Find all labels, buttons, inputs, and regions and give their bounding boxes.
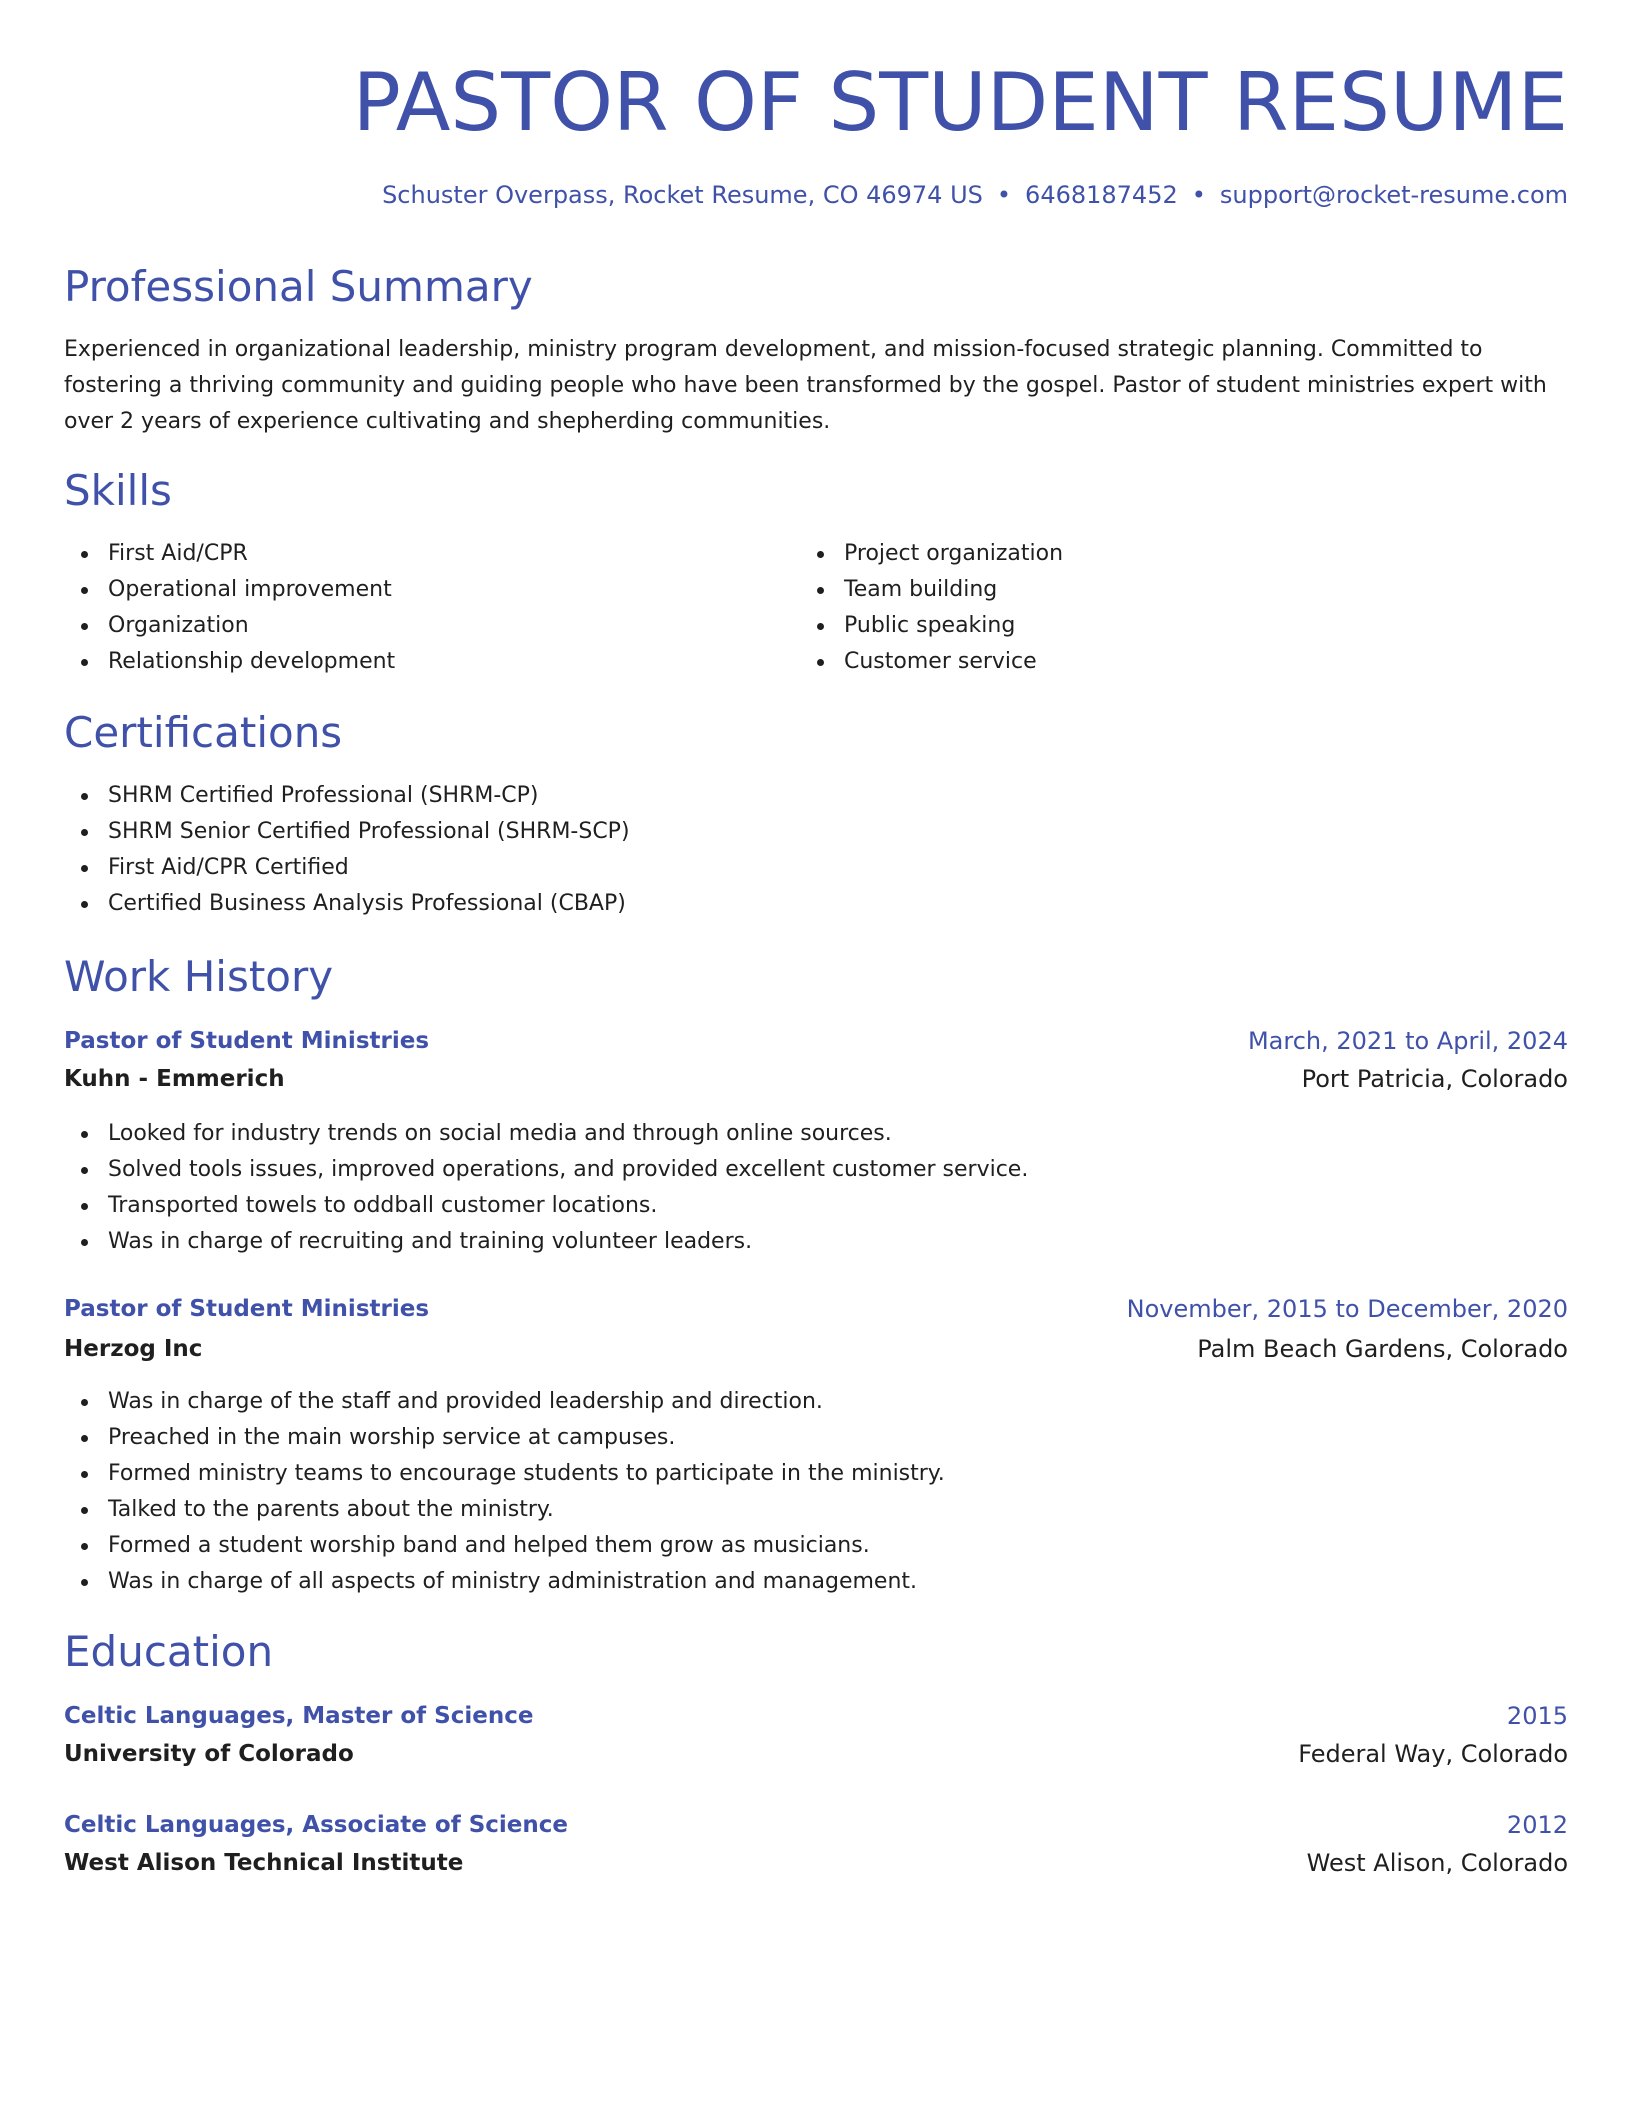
skill-item: Operational improvement (64, 572, 764, 608)
job-bullet: Looked for industry trends on social media and through online sources. (64, 1116, 1564, 1152)
job-location: Port Patricia, Colorado (1301, 1065, 1568, 1093)
education-degree: Celtic Languages, Master of Science (64, 1703, 534, 1729)
job-bullet: Was in charge of the staff and provided leadership and direction. (64, 1384, 1564, 1420)
certifications-heading: Certifications (64, 708, 343, 757)
resume-title: PASTOR OF STUDENT RESUME (352, 56, 1568, 149)
skills-list-right (800, 536, 1500, 680)
contact-address: Schuster Overpass, Rocket Resume, CO 46974 US (382, 181, 983, 209)
job-dates: March, 2021 to April, 2024 (1247, 1027, 1568, 1055)
certification-item: First Aid/CPR Certified (64, 850, 1464, 886)
certification-item: SHRM Certified Professional (SHRM-CP) (64, 778, 1464, 814)
job-company: Kuhn - Emmerich (64, 1066, 285, 1092)
contact-line (382, 180, 1568, 210)
job-bullet: Transported towels to oddball customer locations. (64, 1188, 1564, 1224)
job-title: Pastor of Student Ministries (64, 1296, 430, 1322)
job-bullet: Solved tools issues, improved operations, and provided excellent customer service. (64, 1152, 1564, 1188)
contact-separator: • (996, 181, 1012, 209)
skill-item: Customer service (800, 644, 1500, 680)
job-dates: November, 2015 to December, 2020 (1126, 1295, 1568, 1323)
education-school: University of Colorado (64, 1741, 354, 1767)
job-bullets (64, 1116, 1564, 1260)
education-year: 2015 (1506, 1702, 1568, 1730)
job-bullet: Preached in the main worship service at campuses. (64, 1420, 1564, 1456)
education-location: West Alison, Colorado (1306, 1849, 1568, 1877)
contact-separator: • (1191, 181, 1206, 209)
certification-item: SHRM Senior Certified Professional (SHRM-SCP) (64, 814, 1464, 850)
job-bullet: Formed a student worship band and helped them grow as musicians. (64, 1528, 1564, 1564)
skill-item: Team building (800, 572, 1500, 608)
certifications-list (64, 778, 1464, 922)
work-history-heading: Work History (64, 952, 334, 1001)
job-bullet: Formed ministry teams to encourage students to participate in the ministry. (64, 1456, 1564, 1492)
job-title: Pastor of Student Ministries (64, 1028, 430, 1054)
education-heading: Education (64, 1627, 274, 1676)
skill-item: Public speaking (800, 608, 1500, 644)
job-company: Herzog Inc (64, 1336, 203, 1362)
job-bullet: Was in charge of recruiting and training volunteer leaders. (64, 1224, 1564, 1260)
skills-heading: Skills (64, 466, 172, 515)
certification-item: Certified Business Analysis Professional (CBAP) (64, 886, 1464, 922)
summary-heading: Professional Summary (64, 262, 533, 311)
job-bullets (64, 1384, 1564, 1600)
job-bullet: Was in charge of all aspects of ministry administration and management. (64, 1564, 1564, 1600)
education-degree: Celtic Languages, Associate of Science (64, 1812, 569, 1838)
skill-item: Project organization (800, 536, 1500, 572)
skill-item: Organization (64, 608, 764, 644)
education-year: 2012 (1506, 1811, 1568, 1839)
contact-phone: 6468187452 (1025, 181, 1178, 209)
education-school: West Alison Technical Institute (64, 1850, 464, 1876)
contact-email: support@rocket-resume.com (1219, 181, 1568, 209)
summary-text: Experienced in organizational leadership, ministry program development, and mission-focused strategic planning. Committed to fostering a thriving community and guiding people who have been transformed by the gospel. Pastor of student ministries expert with over 2 years of experience cultivating and shepherding communities. (64, 337, 1547, 434)
job-location: Palm Beach Gardens, Colorado (1197, 1335, 1568, 1363)
education-location: Federal Way, Colorado (1298, 1740, 1568, 1768)
skill-item: Relationship development (64, 644, 764, 680)
job-bullet: Talked to the parents about the ministry. (64, 1492, 1564, 1528)
skill-item: First Aid/CPR (64, 536, 764, 572)
skills-list-left (64, 536, 764, 680)
